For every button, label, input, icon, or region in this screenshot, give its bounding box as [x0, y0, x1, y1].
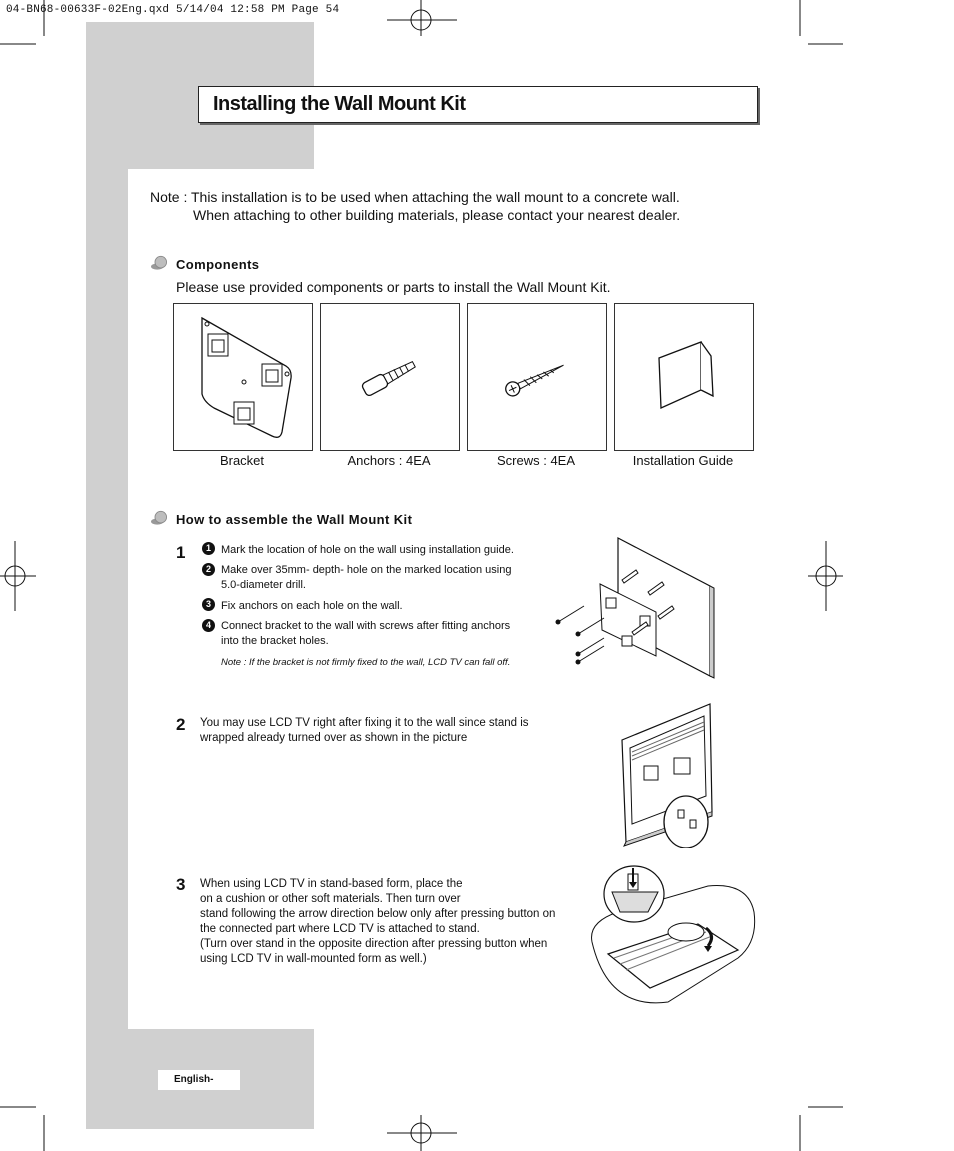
anchors-label: Anchors : 4EA: [347, 453, 431, 468]
step-2-line-2: wrapped already turned over as shown in the picture: [200, 732, 468, 744]
section-bullet-icon: [150, 255, 168, 271]
step-1-item-4-line-1: Connect bracket to the wall with screws after fitting anchors: [221, 620, 511, 632]
step-3-text: [200, 877, 555, 967]
wall-mount-illustration: [548, 536, 718, 680]
paper-guide-icon: [615, 304, 753, 450]
step-1-item-4: [221, 619, 510, 649]
guide-image: [614, 303, 754, 451]
components-heading: Components: [176, 257, 260, 272]
step-1-bullet-4: 4: [202, 619, 215, 632]
footer-label-box: [158, 1070, 240, 1090]
step-3-line-1: When using LCD TV in stand-based form, place the: [200, 878, 463, 890]
step-1-item-2: [221, 563, 511, 593]
step-3-line-6: using LCD TV in wall-mounted form as well.): [200, 953, 427, 965]
sidebar-band-left: [86, 169, 128, 1129]
step-3-line-5: (Turn over stand in the opposite direction after pressing button when: [200, 938, 548, 950]
section-bullet-icon: [150, 510, 168, 526]
bracket-image: [173, 303, 313, 451]
note-block: [150, 188, 680, 224]
step-3-line-2: on a cushion or other soft materials. Then turn over: [200, 893, 461, 905]
guide-label: Installation Guide: [632, 453, 734, 468]
step-1-item-2-line-2: 5.0-diameter drill.: [221, 579, 306, 591]
file-slug: 04-BN68-00633F-02Eng.qxd 5/14/04 12:58 PM Page 54: [6, 4, 340, 16]
step-1-bullet-2: 2: [202, 563, 215, 576]
step-3-line-4: the connected part where LCD TV is attached to stand.: [200, 923, 480, 935]
step-3-line-3: stand following the arrow direction below only after pressing button on: [200, 908, 556, 920]
step-1-note: Note : If the bracket is not firmly fixed to the wall, LCD TV can fall off.: [221, 657, 511, 668]
step-1-bullet-3: 3: [202, 598, 215, 611]
screws-image: [467, 303, 607, 451]
components-intro: Please use provided components or parts to install the Wall Mount Kit.: [176, 279, 611, 295]
screws-label: Screws : 4EA: [496, 453, 576, 468]
step-3-number: 3: [176, 875, 186, 894]
step-2-number: 2: [176, 715, 186, 734]
bracket-label: Bracket: [219, 453, 265, 468]
step-1-item-1: Mark the location of hole on the wall using installation guide.: [221, 544, 514, 556]
step-1-item-4-line-2: into the bracket holes.: [221, 635, 329, 647]
anchors-image: [320, 303, 460, 451]
note-line-2: When attaching to other building materials, please contact your nearest dealer.: [193, 207, 681, 223]
footer-language: English-: [174, 1074, 214, 1085]
tv-stand-illustration: [588, 862, 760, 1010]
anchor-icon: [321, 304, 459, 450]
step-1-bullet-1: 1: [202, 542, 215, 555]
page-title: Installing the Wall Mount Kit: [213, 93, 466, 115]
note-line-1: Note : This installation is to be used when attaching the wall mount to a concrete wall.: [150, 189, 680, 205]
step-2-line-1: You may use LCD TV right after fixing it to the wall since stand is: [200, 717, 529, 729]
bracket-icon: [174, 304, 312, 450]
tv-back-illustration: [616, 700, 716, 848]
step-2-text: [200, 716, 529, 746]
step-1-number: 1: [176, 543, 186, 562]
title-box: [198, 86, 758, 123]
step-1-item-2-line-1: Make over 35mm- depth- hole on the marked location using: [221, 564, 512, 576]
assemble-heading: How to assemble the Wall Mount Kit: [176, 512, 413, 527]
step-1-item-3: Fix anchors on each hole on the wall.: [221, 600, 403, 612]
screw-icon: [468, 304, 606, 450]
